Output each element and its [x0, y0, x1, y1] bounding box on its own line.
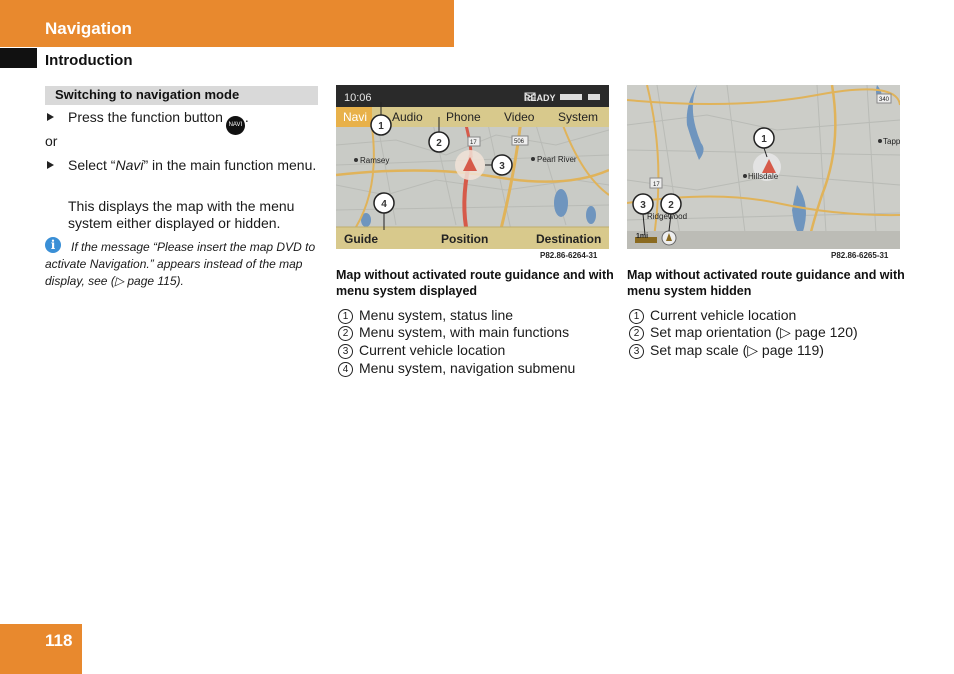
status-ready: READY	[524, 93, 556, 103]
place-label: Tapp	[883, 137, 900, 146]
info-note: If the message “Please insert the map DVD to activate Navigation.” appears instead of the map display, see (▷ page 115).	[45, 240, 316, 288]
callout-2: 2	[668, 200, 674, 211]
map-scale-label: 1mi	[636, 233, 649, 240]
legend-item: 2 Menu system, with main functions	[338, 324, 569, 341]
callout-2: 2	[436, 138, 442, 149]
legend-item: 1 Current vehicle location	[629, 307, 796, 324]
step-1: Press the function button NAVI .	[68, 109, 249, 135]
road-sign: 506	[514, 139, 525, 145]
figure-id: P82.86-6265-31	[831, 251, 889, 260]
place-label: Ridgewood	[647, 212, 688, 221]
submenu-position: Position	[441, 232, 489, 246]
subsection-title: Introduction	[45, 52, 133, 69]
section-title: Navigation	[45, 19, 132, 38]
menu-item-audio: Audio	[392, 110, 423, 124]
road-sign: 340	[879, 97, 890, 103]
legend-item: 3 Set map scale (▷ page 119)	[629, 342, 824, 359]
road-sign: 17	[470, 140, 477, 146]
callout-3: 3	[499, 161, 505, 172]
callout-1: 1	[761, 134, 767, 145]
legend-item: 3 Current vehicle location	[338, 342, 505, 359]
submenu-guide: Guide	[344, 232, 379, 246]
submenu-destination: Destination	[536, 232, 602, 246]
map-figure-menu-hidden	[627, 85, 900, 249]
menu-item-system: System	[558, 110, 599, 124]
map-labels-2	[627, 85, 900, 249]
page-number: 118	[45, 631, 73, 650]
menu-item-phone: Phone	[446, 110, 481, 124]
menu-item-video: Video	[504, 110, 535, 124]
navi-button-icon: NAVI	[226, 116, 245, 135]
info-icon: i	[45, 237, 61, 253]
step-bullet-icon	[47, 113, 54, 121]
legend-item: 2 Set map orientation (▷ page 120)	[629, 324, 858, 341]
place-label: Ramsey	[360, 156, 390, 165]
map-figure-menu-displayed	[336, 85, 609, 249]
step-result: This displays the map with the menu system either displayed or hidden.	[68, 198, 295, 231]
place-label: Hillsdale	[748, 172, 779, 181]
figure-1-caption: Map without activated route guidance and with menu system displayed	[336, 268, 614, 298]
map-labels-1	[336, 85, 609, 249]
place-label: Pearl River	[537, 155, 577, 164]
callout-1: 1	[378, 121, 384, 132]
status-time: 10:06	[344, 92, 372, 104]
procedure-heading: Switching to navigation mode	[55, 87, 240, 102]
callout-3: 3	[640, 200, 646, 211]
figure-2-caption: Map without activated route guidance and with menu system hidden	[627, 268, 905, 298]
legend-item: 1 Menu system, status line	[338, 307, 513, 324]
figure-id: P82.86-6264-31	[540, 251, 598, 260]
step-bullet-icon	[47, 161, 54, 169]
callout-4: 4	[381, 199, 387, 210]
legend-item: 4 Menu system, navigation submenu	[338, 360, 575, 377]
subsection-marker	[0, 48, 37, 68]
road-sign: 17	[653, 182, 660, 188]
procedure-heading-bar	[45, 86, 318, 105]
step-2: Select “Navi” in the main function menu.	[68, 157, 317, 173]
or-text: or	[45, 133, 58, 149]
menu-item-navi: Navi	[343, 110, 368, 124]
